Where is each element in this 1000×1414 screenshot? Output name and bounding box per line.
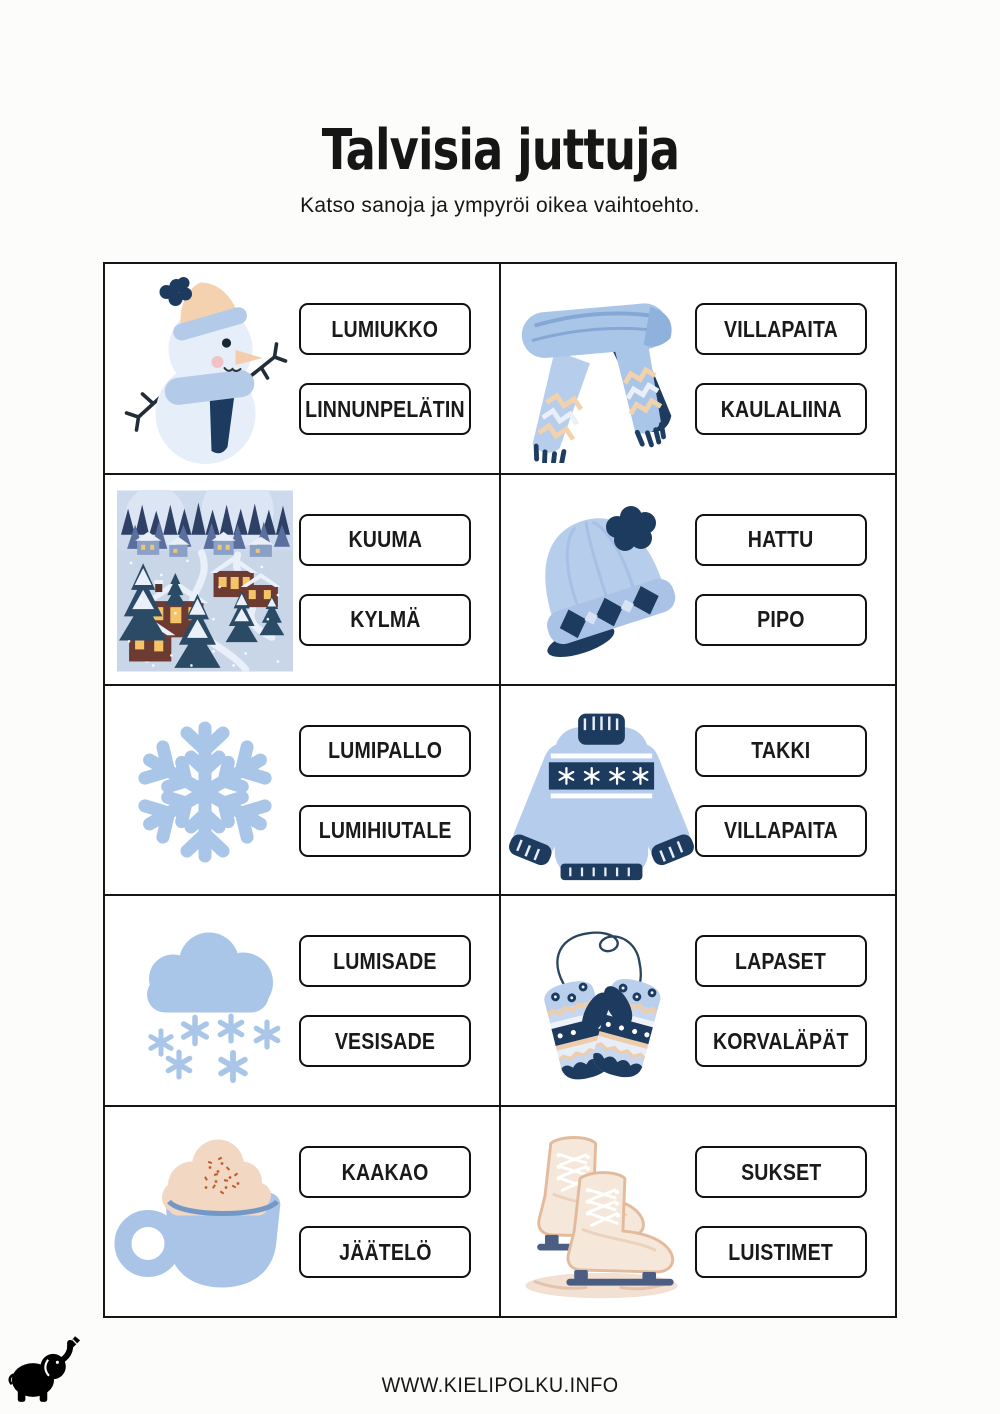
winter-village-icon: [117, 490, 293, 672]
option-box[interactable]: [695, 935, 867, 987]
sweater-icon: [506, 692, 696, 892]
option-box[interactable]: [299, 303, 471, 355]
footer-url: [0, 1374, 1000, 1398]
worksheet-grid: [103, 262, 897, 1318]
worksheet-cell-scarf: [500, 263, 896, 474]
worksheet-cell-sweater: [500, 685, 896, 896]
option-box[interactable]: [695, 594, 867, 646]
option-box[interactable]: [299, 383, 471, 435]
option-label: KAAKAO: [341, 1158, 429, 1185]
scarf-illustration: [503, 266, 698, 474]
kielipolku-elephant-logo: [6, 1332, 86, 1412]
option-box[interactable]: [695, 725, 867, 777]
mittens-icon: [506, 905, 696, 1100]
mittens-illustration: [503, 898, 698, 1106]
worksheet-cell-beanie: [500, 474, 896, 685]
option-label: KAULALIINA: [720, 395, 842, 422]
snowman-icon: [112, 273, 297, 468]
option-box[interactable]: [695, 1015, 867, 1067]
option-label: SUKSET: [740, 1158, 822, 1185]
option-box[interactable]: [695, 1146, 867, 1198]
option-label: KORVALÄPÄT: [713, 1027, 849, 1054]
option-box[interactable]: [299, 1015, 471, 1067]
option-label: KYLMÄ: [349, 606, 421, 633]
option-box[interactable]: [299, 514, 471, 566]
option-label: TAKKI: [751, 737, 811, 764]
option-label: JÄÄTELÖ: [338, 1238, 432, 1265]
option-label: LINNUNPELÄTIN: [305, 395, 465, 422]
beanie-illustration: [503, 477, 698, 685]
snow-cloud-icon: [117, 920, 292, 1085]
winter-village-illustration: [107, 477, 302, 685]
option-box[interactable]: [695, 1226, 867, 1278]
option-label: LAPASET: [735, 947, 827, 974]
option-label: VILLAPAITA: [724, 817, 838, 844]
sweater-illustration: [503, 688, 698, 896]
option-label: LUMISADE: [333, 947, 437, 974]
snowman-illustration: [107, 266, 302, 474]
option-label: LUMIHIUTALE: [318, 817, 452, 844]
worksheet-cell-village: [104, 474, 500, 685]
page-title-text: Talvisia juttuja: [321, 118, 679, 183]
cocoa-mug-illustration: [107, 1109, 302, 1317]
worksheet-cell-snow-cloud: [104, 895, 500, 1106]
option-box[interactable]: [695, 514, 867, 566]
option-label: LUMIUKKO: [331, 315, 439, 342]
option-label: LUMIPALLO: [327, 737, 443, 764]
elephant-icon: [6, 1332, 86, 1412]
option-box[interactable]: [299, 1146, 471, 1198]
page-subtitle: Katso sanoja ja ympyröi oikea vaihtoehto.: [300, 194, 700, 217]
scarf-icon: [508, 278, 693, 463]
worksheet-cell-skates: [500, 1106, 896, 1317]
option-box[interactable]: [299, 935, 471, 987]
option-label: KUUMA: [348, 526, 422, 553]
option-label: VESISADE: [334, 1027, 436, 1054]
option-box[interactable]: [695, 805, 867, 857]
option-box[interactable]: [695, 383, 867, 435]
worksheet-cell-cocoa: [104, 1106, 500, 1317]
ice-skates-illustration: [503, 1109, 698, 1317]
option-label: HATTU: [748, 526, 814, 553]
snowflake-illustration: [107, 688, 302, 896]
option-label: PIPO: [757, 606, 805, 633]
option-box[interactable]: [299, 805, 471, 857]
option-box[interactable]: [695, 303, 867, 355]
snow-cloud-illustration: [107, 898, 302, 1106]
option-label: LUISTIMET: [728, 1238, 834, 1265]
worksheet-cell-mittens: [500, 895, 896, 1106]
option-box[interactable]: [299, 1226, 471, 1278]
footer-url-text: WWW.KIELIPOLKU.INFO: [381, 1374, 619, 1397]
worksheet-cell-snowflake: [104, 685, 500, 896]
worksheet-cell-snowman: [104, 263, 500, 474]
option-label: VILLAPAITA: [724, 315, 838, 342]
snowflake-icon: [125, 707, 285, 877]
ice-skates-icon: [506, 1116, 696, 1311]
option-box[interactable]: [299, 594, 471, 646]
page-title: [0, 118, 1000, 183]
beanie-icon: [511, 496, 691, 666]
cocoa-mug-icon: [112, 1126, 297, 1301]
option-box[interactable]: [299, 725, 471, 777]
